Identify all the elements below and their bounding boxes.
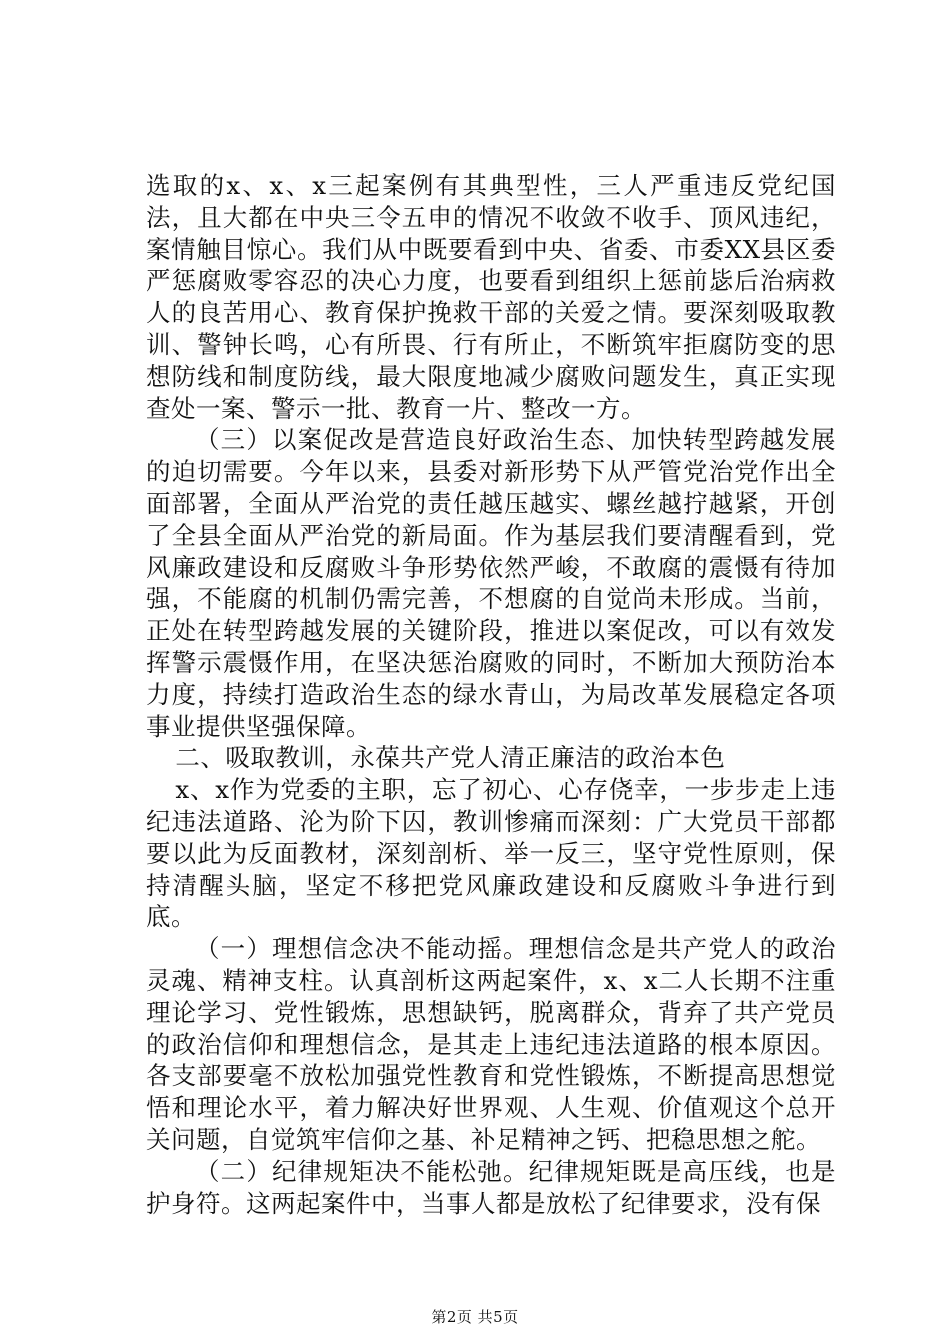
- paragraph-section-one: （一）理想信念决不能动摇。理想信念是共产党人的政治灵魂、精神支柱。认真剖析这两起案件，x、x二人长期不注重理论学习、党性锻炼，思想缺钙，脱离群众，背弃了共产党员的政治信仰和理想信念，是其走上违纪违法道路的根本原因。各支部要毫不放松加强党性教育和党性锻炼，不断提高思想觉悟和理论水平，着力解决好世界观、人生观、价值观这个总开关问题，自觉筑牢信仰之基、补足精神之钙、把稳思想之舵。: [146, 934, 836, 1154]
- page-footer: 第2页 共5页: [431, 1308, 519, 1326]
- paragraph-section-three: （三）以案促改是营造良好政治生态、加快转型跨越发展的迫切需要。今年以来，县委对新形势下从严管党治党作出全面部署，全面从严治党的责任越压越实、螺丝越拧越紧，开创了全县全面从严治党的新局面。作为基层我们要清醒看到，党风廉政建设和反腐败斗争形势依然严峻，不敢腐的震慑有待加强，不能腐的机制仍需完善，不想腐的自觉尚未形成。当前，正处在转型跨越发展的关键阶段，推进以案促改，可以有效发挥警示震慑作用，在坚决惩治腐败的同时，不断加大预防治本力度，持续打造政治生态的绿水青山，为局改革发展稳定各项事业提供坚强保障。: [146, 425, 836, 741]
- section-heading-two: 二、吸取教训，永葆共产党人清正廉洁的政治本色: [175, 743, 726, 773]
- paragraph-case-analysis: 选取的x、x、x三起案例有其典型性，三人严重违反党纪国法，且大都在中央三令五申的情况不收敛不收手、顶风违纪，案情触目惊心。我们从中既要看到中央、省委、市委XX县区委严惩腐败零容忍的决心力度，也要看到组织上惩前毖后治病救人的良苦用心、教育保护挽救干部的关爱之情。要深刻吸取教训、警钟长鸣，心有所畏、行有所止，不断筑牢拒腐防变的思想防线和制度防线，最大限度地减少腐败问题发生，真正实现查处一案、警示一批、教育一片、整改一方。: [146, 171, 836, 423]
- paragraph-section-two: （二）纪律规矩决不能松弛。纪律规矩既是高压线，也是护身符。这两起案件中，当事人都是放松了纪律要求，没有保: [146, 1156, 836, 1218]
- document-body: [146, 170, 836, 1219]
- paragraph-lessons: x、x作为党委的主职，忘了初心、心存侥幸，一步步走上违纪违法道路、沦为阶下囚，教训惨痛而深刻：广大党员干部都要以此为反面教材，深刻剖析、举一反三，坚守党性原则，保持清醒头脑，坚定不移把党风廉政建设和反腐败斗争进行到底。: [146, 775, 836, 932]
